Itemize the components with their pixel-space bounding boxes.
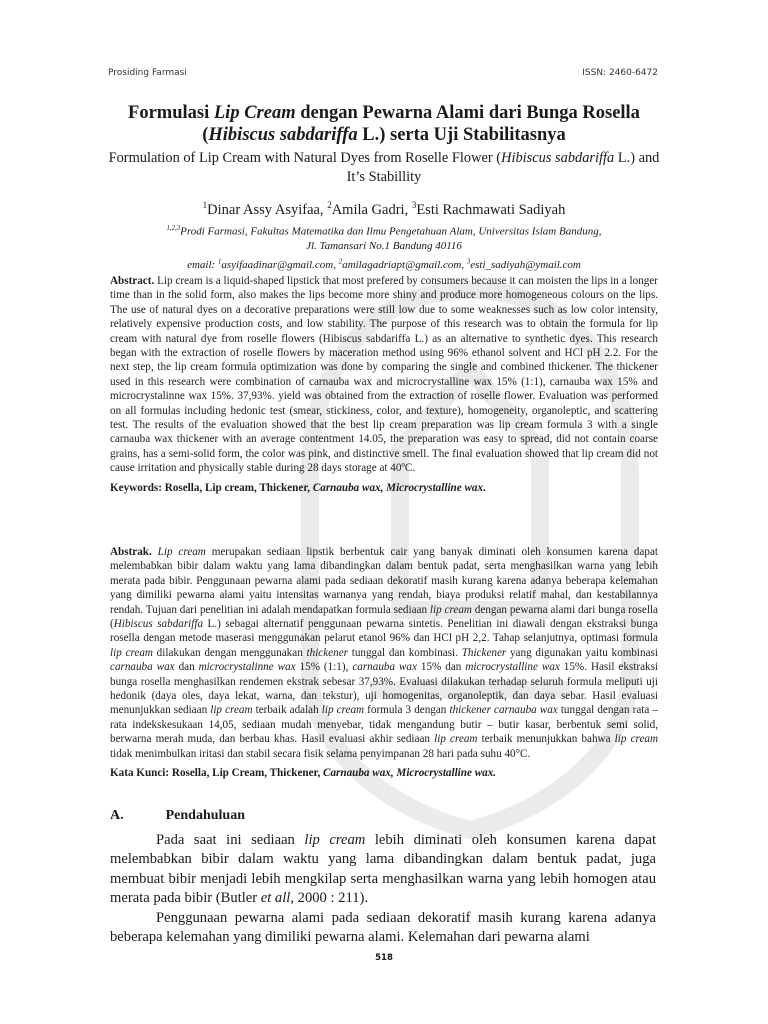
abstrak-segment: carnauba wax <box>110 661 175 674</box>
abstrak-segment: lip cream <box>434 733 478 746</box>
email-line: email: $^1$asyifaadinar@gmail.com, $^2$amilagadriapt@gmail.com, $^3$esti_sadiyah@ymail.com <box>187 258 581 272</box>
abstrak-segment: dilakukan dengan menggunakan <box>152 646 307 659</box>
abstrak-segment: tunggal dengan rata – rata indekskesukaan 14,05, sediaan mudah menyebar, tidak mengandung butir – butir kasar, berbentuk semi solid, berwarna merah muda, dan berbau khas. Hasil evaluasi akhir sediaan <box>110 704 658 746</box>
kata-kunci: Kata Kunci: Rosella, Lip Cream, Thickener, Carnauba wax, Microcrystalline wax. <box>110 767 497 780</box>
author-list: $^1$Dinar Assy Asyifaa, $^2$Amila Gadri, $^3$Esti Rachmawati Sadiyah <box>202 200 566 218</box>
abstrak-segment: lip cream <box>614 733 658 746</box>
abstrak-segment: 15%. Hasil ekstraksi bunga rosella menghasilkan rendemen ekstrak sebesar 37,93%. Evaluasi dilakukan terhadap seluruh formula meliputi uji hedonik (daya oles, daya lekat, warna, dan tekstur), uji homogenitas, organoleptik, dan daya sebar. Hasil evaluasi menunjukkan sediaan <box>110 661 659 717</box>
abstrak-segment: lip cream <box>321 704 365 717</box>
journal-name: Prosiding Farmasi <box>108 68 187 78</box>
running-header <box>108 68 658 78</box>
abstrak-segment: thickener <box>306 646 348 659</box>
abstrak-segment: yang digunakan yaitu kombinasi <box>506 646 658 659</box>
abstrak-segment: carnauba wax <box>352 661 417 674</box>
abstrak-segment: dengan pewarna alami dari bunga rosella ( <box>110 603 658 631</box>
abstrak-segment: lip cream <box>210 704 253 717</box>
abstrak-segment: Thickener <box>461 646 507 659</box>
abstrak-segment: microcrystalinne wax <box>198 661 296 674</box>
abstract-text: Abstract. Lip cream is a liquid-shaped lipstick that most prefered by consumers because it can moisten the lips in a longer time than in the solid form, also makes the lips become more shiny and produce more homogeneous colours on the lips. The use of natural dyes on a decorative preparations were still low due to some weaknesses such as low color intensity, relatively expensive production costs, and low stability. The purpose of this research was to obtain the formula for lip cream with natural dye from roselle flowers (Hibiscus sabdariffa L.) as an alternative to synthetic dyes. This research began with the extraction of roselle flowers by maceration method using 96% ethanol solvent and HCl pH 2.2. For the next step, the lip cream formula optimization was done by comparing the single and combined thickener. The thickener used in this research were combination of carnauba wax and microcrystalline wax 15% (1:1), carnauba wax 15% and microcrystalinne wax 15%. 37,93%. yield was obtained from the extraction of roselle flower. Evaluation was performed on all formulas including hedonic test (smear, stickiness, color, and texture), homogeneity, organoleptic, and scattering test. The results of the evaluation showed that the best lip cream preparation was lip cream formula 3 with a single carnauba wax thickener with an average contentment 14.05, the preparation was easy to spread, did not contain coarse grains, has a semi-solid form, the color was pink, and distinctive smell. The final evaluation showed that lip cream did not cause irritation and physically stable during 28 days storage at 40ºC. <box>110 275 658 475</box>
paragraph-2: Penggunaan pewarna alami pada sediaan dekoratif masih kurang karena adanya beberapa kelemahan yang dimiliki pewarna alami. Kelemahan dari pewarna alami <box>110 909 656 946</box>
body-text <box>110 831 656 947</box>
abstract-indonesian <box>110 545 658 781</box>
abstrak-segment: microcrystalline wax <box>465 661 560 674</box>
keywords: Keywords: Rosella, Lip cream, Thickener, Carnauba wax, Microcrystalline wax. <box>110 481 486 494</box>
abstrak-segment: lip cream <box>429 603 472 616</box>
title-block <box>100 102 668 273</box>
abstrak-segment: Lip cream <box>157 546 206 558</box>
page-number: 518 <box>375 953 393 963</box>
issn: ISSN: 2460-6472 <box>582 68 658 78</box>
abstrak-segment: merupakan sediaan lipstik berbentuk cair yang banyak diminati oleh konsumen karena dapat melembabkan bibir dalam waktu yang lama dibandingkan dalam bentuk padat, serta menghasilkan warna yang lebih merata pada bibir. Penggunaan pewarna alami pada sediaan dekoratif masih kurang karena adanya beberapa kelemahan yang dimiliki pewarna alami yaitu intensitas warnanya yang rendah, biaya produksi relatif mahal, dan kestabilannya rendah. Tujuan dari penelitian ini adalah mendapatkan formula sediaan <box>110 546 658 616</box>
section-heading <box>110 808 245 824</box>
email-link-2[interactable]: amilagadriapt@gmail.com, <box>342 259 467 272</box>
email-link-1[interactable]: asyifaadinar@gmail.com, <box>221 259 339 272</box>
abstrak-segment: lip cream <box>110 646 153 659</box>
paragraph-1: Pada saat ini sediaan lip cream lebih diminati oleh konsumen karena dapat melembabkan bibir dalam waktu yang lama dibandingkan dalam bentuk padat, juga membuat bibir menjadi lebih mengkilap serta menghasilkan warna yang lebih homogen atau merata pada bibir (Butler et all, 2000 : 211). <box>110 832 656 907</box>
section-number: A. <box>110 808 124 823</box>
abstrak-segment: terbaik menunjukkan bahwa <box>477 733 615 746</box>
abstrak-segment: 15% dan <box>416 661 466 674</box>
abstrak-segment: 15% (1:1), <box>295 661 353 674</box>
abstrak-segment: L.) sebagai alternatif penggunaan pewarna sintetis. Penelitian ini diawali dengan ekstraksi bunga rosella dengan metode maserasi menggunakan pelarut etanol 96% dan HCl pH 2,2. Tahap selanjutnya, optimasi formula <box>110 618 658 645</box>
abstract-english <box>110 274 658 495</box>
abstrak-segment: tunggal dan kombinasi. <box>347 646 462 659</box>
abstrak-segment: dan <box>174 661 199 674</box>
abstrak-segment: formula 3 dengan <box>364 704 450 717</box>
abstrak-segment: Hibiscus sabdariffa <box>113 618 204 631</box>
abstrak-text: Abstrak. Lip cream merupakan sediaan lipstik berbentuk cair yang banyak diminati oleh konsumen karena dapat melembabkan bibir dalam waktu yang lama dibandingkan dalam bentuk padat, serta menghasilkan warna yang lebih merata pada bibir. Penggunaan pewarna alami pada sediaan dekoratif masih kurang karena adanya beberapa kelemahan yang dimiliki pewarna alami yaitu intensitas warnanya yang rendah, biaya produksi relatif mahal, dan kestabilannya rendah. Tujuan dari penelitian ini adalah mendapatkan formula sediaan lip cream dengan pewarna alami dari bunga rosella (Hibiscus sabdariffa L.) sebagai alternatif penggunaan pewarna sintetis. Penelitian ini diawali dengan ekstraksi bunga rosella dengan metode maserasi menggunakan pelarut etanol 96% dan HCl pH 2,2. Tahap selanjutnya, optimasi formula lip cream dilakukan dengan menggunakan thickener tunggal dan kombinasi. Thickener yang digunakan yaitu kombinasi carnauba wax dan microcrystalinne wax 15% (1:1), carnauba wax 15% dan microcrystalline wax 15%. Hasil ekstraksi bunga rosella menghasilkan rendemen ekstrak sebesar 37,93%. Evaluasi dilakukan terhadap seluruh formula meliputi uji hedonik (daya oles, daya lekat, warna, dan tekstur), uji homogenitas, organoleptik, dan daya sebar. Hasil evaluasi menunjukkan sediaan lip cream terbaik adalah lip cream formula 3 dengan thickener carnauba wax tunggal dengan rata – rata indekskesukaan 14,05, sediaan mudah menyebar, tidak mengandung butir – butir kasar, berbentuk semi solid, berwarna merah muda, dan berbau khas. Hasil evaluasi akhir sediaan lip cream terbaik menunjukkan bahwa lip cream tidak menimbulkan iritasi dan stabil secara fisik selama penyimpanan 28 hari pada suhu 40°C. <box>110 546 659 760</box>
email-link-3[interactable]: esti_sadiyah@ymail.com <box>470 259 581 272</box>
paper-title: Formulasi Lip Cream dengan Pewarna Alami dari Bunga Rosella (Hibiscus sabdariffa L.) serta Uji Stabilitasnya <box>128 103 640 145</box>
abstrak-segment: tidak menimbulkan iritasi dan stabil secara fisik selama penyimpanan 28 hari pada suhu 40°C. <box>110 747 531 760</box>
section-title: Pendahuluan <box>165 808 245 823</box>
abstrak-segment: terbaik adalah <box>252 704 322 717</box>
paper-subtitle: Formulation of Lip Cream with Natural Dyes from Roselle Flower (Hibiscus sabdariffa L.) and It’s Stabillity <box>108 150 660 185</box>
affiliation: $^{1,2,3}$Prodi Farmasi, Fakultas Matematika dan Ilmu Pengetahuan Alam, Universitas Islam Bandung, Jl. Tamansari No.1 Bandung 40116 email: $^1$asyifaadinar@gmail.com, $^2$amilagadriapt@gmail.com, $^3$esti_sadiyah@ymail.com <box>166 224 602 272</box>
abstrak-segment: thickener carnauba wax <box>449 704 558 717</box>
